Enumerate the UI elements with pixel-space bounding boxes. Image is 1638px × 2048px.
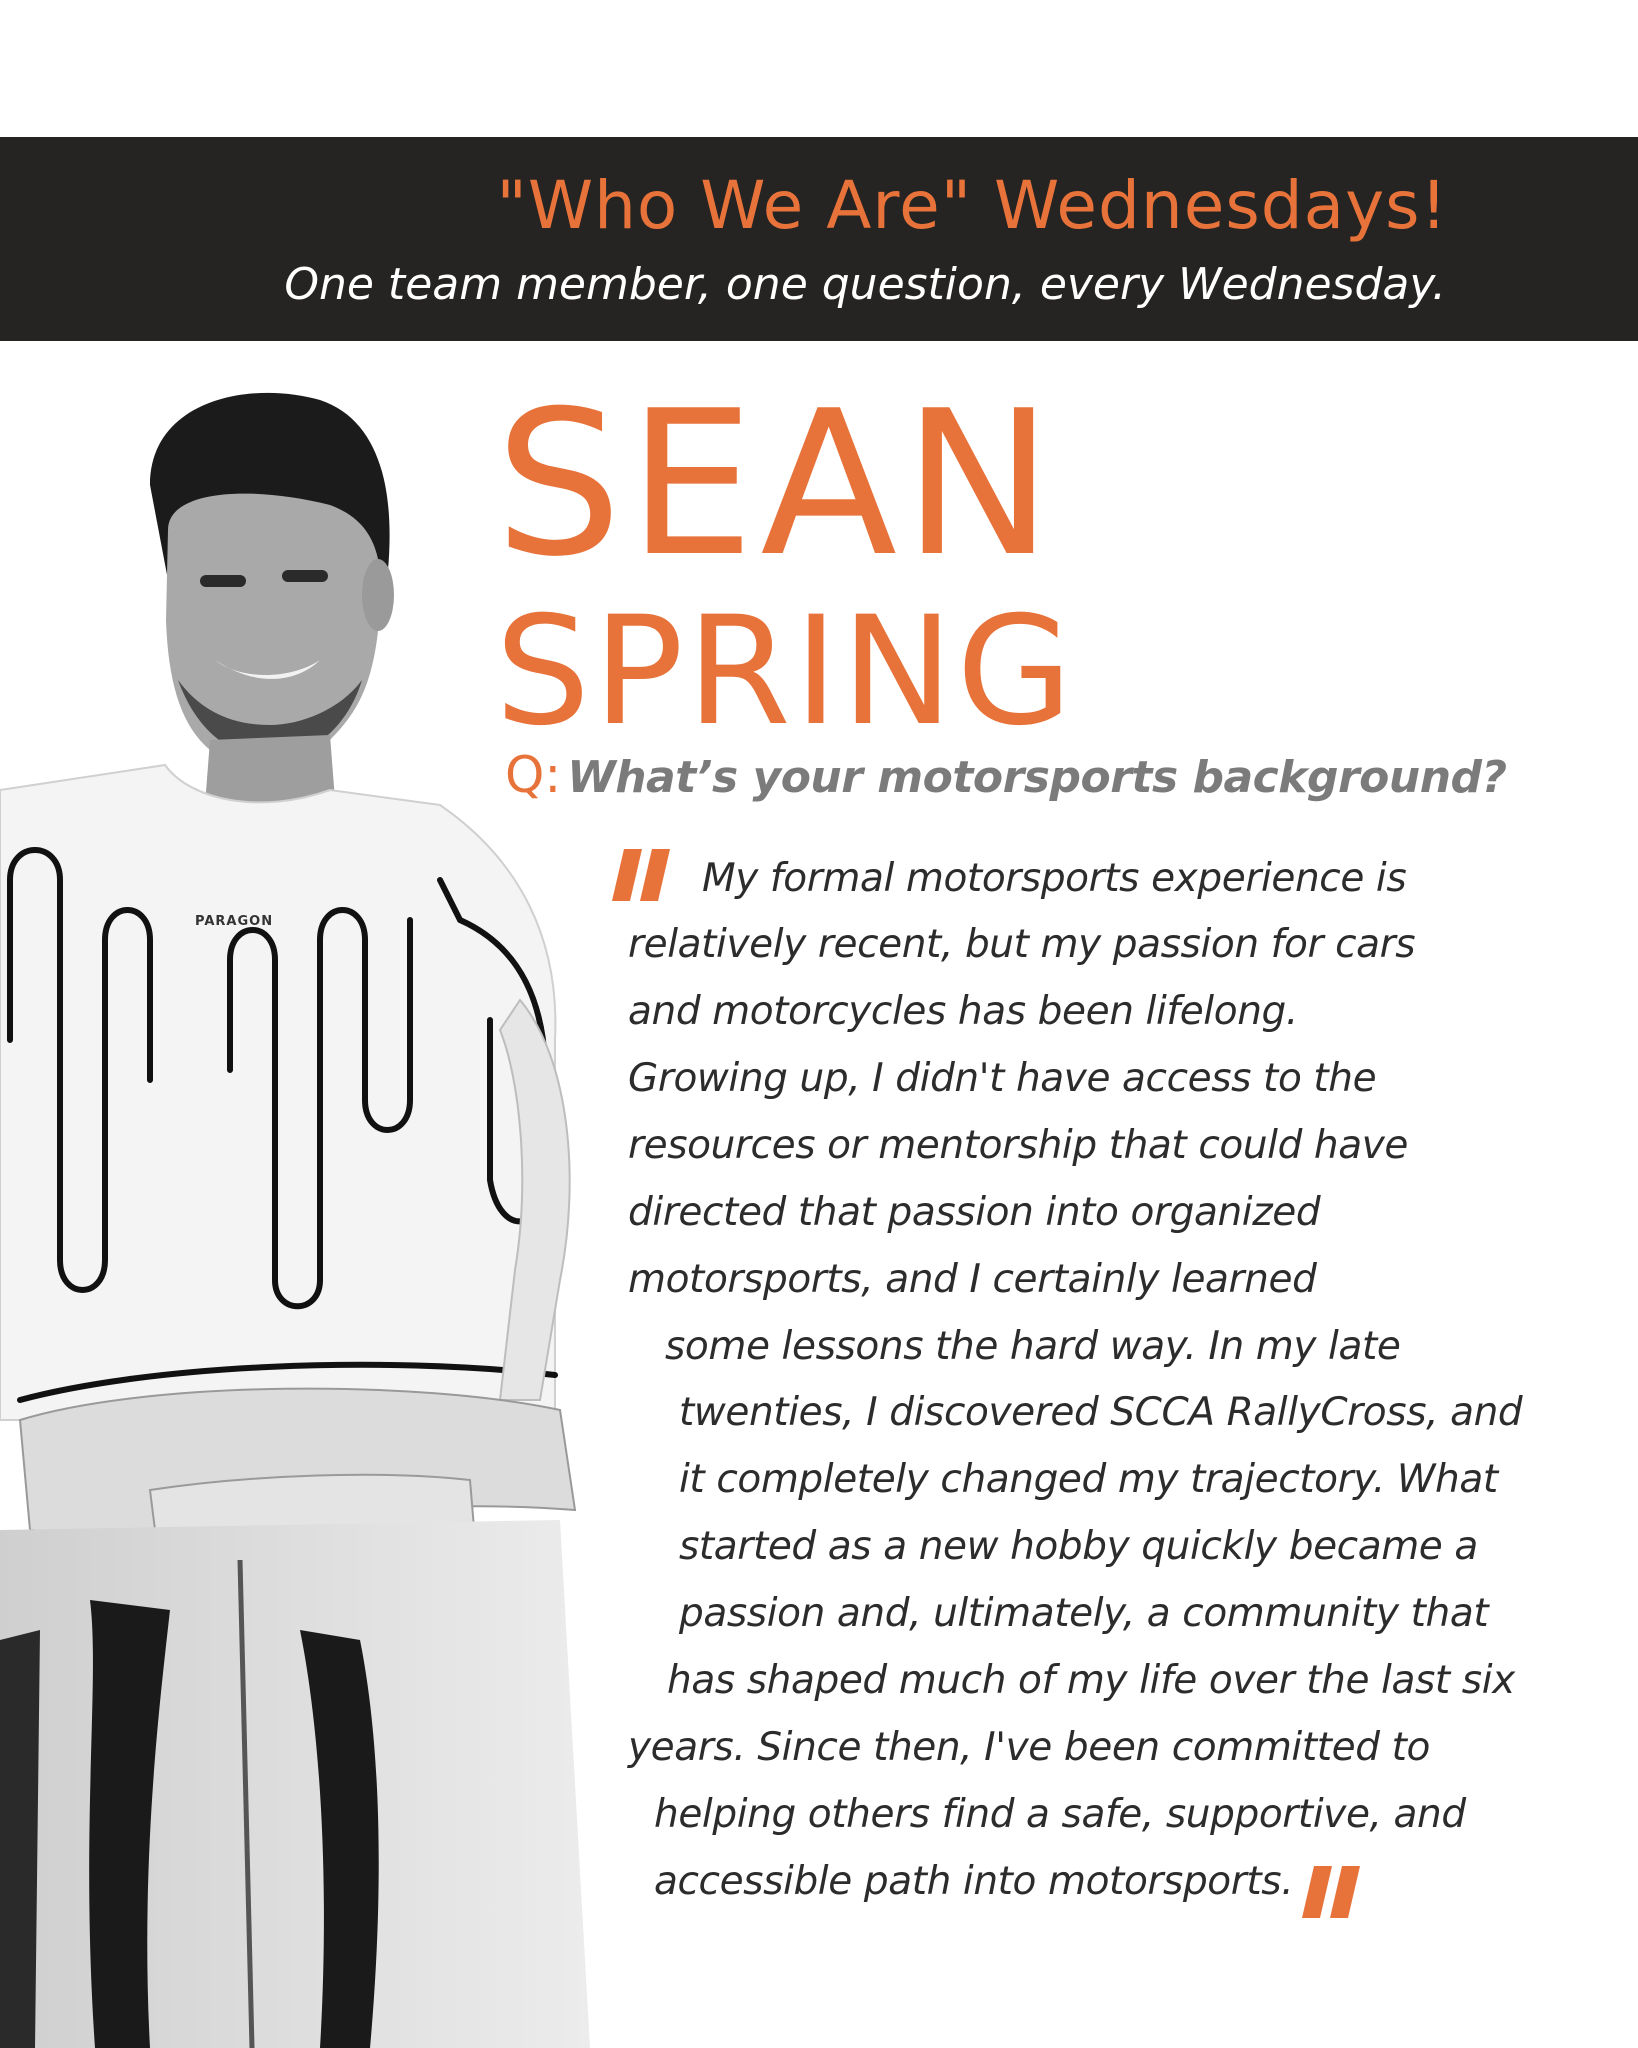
answer-line: it completely changed my trajectory. What bbox=[679, 1457, 1498, 1502]
banner-subtitle: One team member, one question, every Wednesday. bbox=[284, 259, 1446, 310]
answer-line: My formal motorsports experience is bbox=[702, 856, 1407, 901]
answer-line: Growing up, I didn't have access to the bbox=[628, 1056, 1377, 1101]
open-quote-icon bbox=[612, 849, 672, 901]
banner-title: "Who We Are" Wednesdays! bbox=[496, 167, 1448, 244]
answer-line: motorsports, and I certainly learned bbox=[628, 1257, 1317, 1302]
answer-line: some lessons the hard way. In my late bbox=[665, 1324, 1401, 1369]
answer-line: accessible path into motorsports. bbox=[654, 1859, 1294, 1904]
answer-line: relatively recent, but my passion for cars bbox=[628, 922, 1416, 967]
close-quote-icon bbox=[1302, 1866, 1362, 1918]
answer-line: started as a new hobby quickly became a bbox=[679, 1524, 1478, 1569]
question bbox=[505, 746, 1507, 804]
answer-line: helping others find a safe, supportive, and bbox=[654, 1792, 1466, 1837]
member-name bbox=[495, 368, 1076, 759]
first-name: SEAN bbox=[495, 368, 1059, 601]
answer-line: has shaped much of my life over the last six bbox=[667, 1658, 1515, 1703]
answer-line: passion and, ultimately, a community that bbox=[679, 1591, 1489, 1636]
question-label: Q: bbox=[505, 746, 562, 804]
answer-line: resources or mentorship that could have bbox=[628, 1123, 1409, 1168]
answer-line: twenties, I discovered SCCA RallyCross, and bbox=[679, 1390, 1523, 1435]
answer-line: years. Since then, I've been committed to bbox=[628, 1725, 1430, 1770]
question-text: What’s your motorsports background? bbox=[567, 752, 1507, 803]
header-banner bbox=[0, 137, 1638, 341]
answer-line: directed that passion into organized bbox=[628, 1190, 1321, 1235]
last-name: SPRING bbox=[495, 585, 1076, 759]
answer-line: and motorcycles has been lifelong. bbox=[628, 989, 1298, 1034]
shirt-logo: PARAGON bbox=[195, 914, 274, 929]
